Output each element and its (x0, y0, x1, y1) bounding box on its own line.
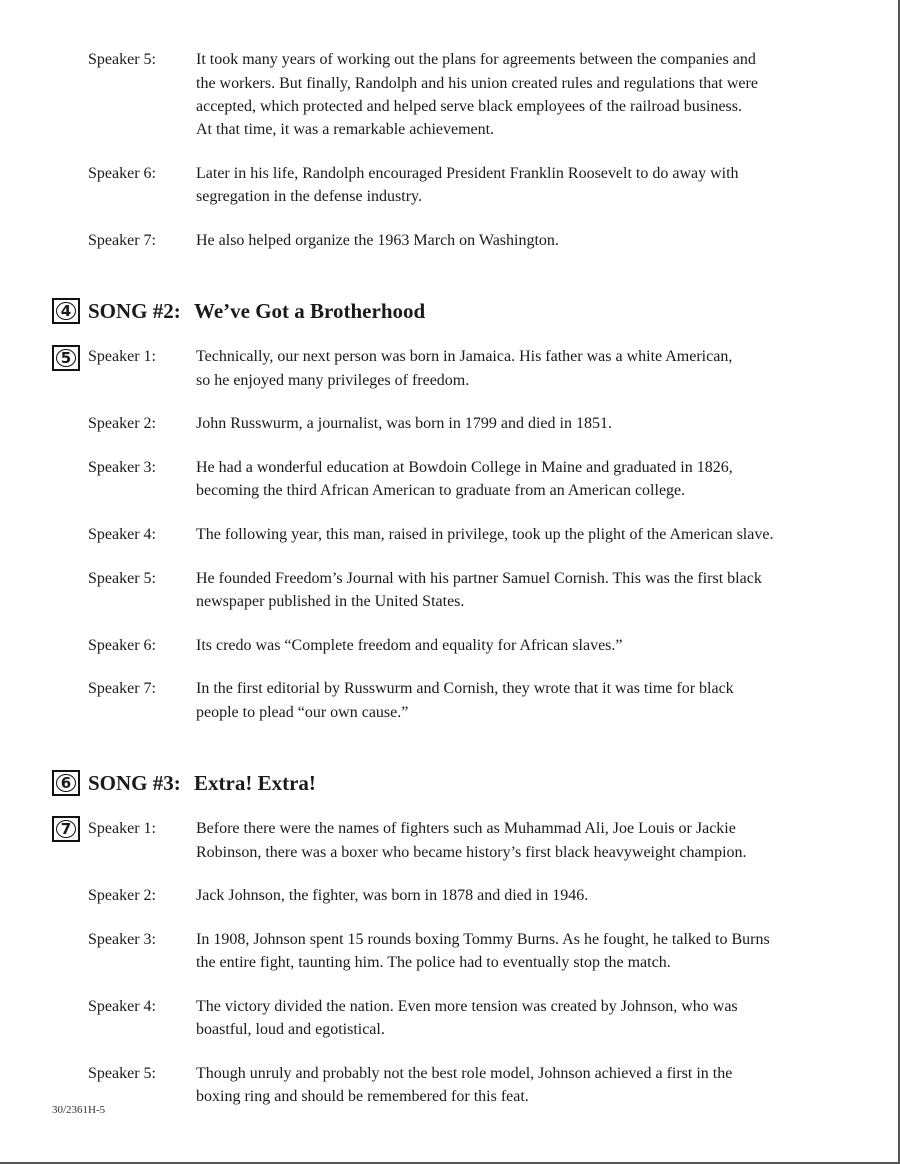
dialogue-text: Technically, our next person was born in Jamaica. His father was a white American, (196, 348, 733, 365)
dialogue-text: Later in his life, Randolph encouraged President Franklin Roosevelt to do away with (196, 165, 739, 182)
dialogue-line (88, 523, 773, 547)
speaker-label: Speaker 5: (88, 570, 156, 587)
speaker-label: Speaker 7: (88, 680, 156, 697)
cue-number-badge: 6 (52, 770, 80, 796)
dialogue-text: so he enjoyed many privileges of freedom. (196, 372, 470, 389)
dialogue-line (88, 928, 770, 952)
speaker-label: Speaker 7: (88, 232, 156, 249)
cue-marker (52, 345, 88, 371)
dialogue-text: At that time, it was a remarkable achievement. (196, 121, 495, 138)
cue-number-badge: 4 (52, 298, 80, 324)
dialogue-text: becoming the third African American to graduate from an American college. (196, 482, 686, 499)
dialogue-line (88, 345, 732, 369)
speaker-label: Speaker 6: (88, 165, 156, 182)
dialogue-line (88, 48, 756, 72)
dialogue-text: In the first editorial by Russwurm and Cornish, they wrote that it was time for black (196, 680, 734, 697)
dialogue-text: newspaper published in the United States. (196, 593, 465, 610)
speaker-label: Speaker 2: (88, 415, 156, 432)
dialogue-line (88, 229, 559, 253)
dialogue-text: He also helped organize the 1963 March on Washington. (196, 232, 559, 249)
song-heading (52, 297, 425, 325)
dialogue-text: Its credo was “Complete freedom and equality for African slaves.” (196, 637, 623, 654)
dialogue-line (88, 817, 736, 841)
dialogue-text: In 1908, Johnson spent 15 rounds boxing Tommy Burns. As he fought, he talked to Burns (196, 931, 770, 948)
song-title: Extra! Extra! (194, 770, 316, 795)
speaker-label: Speaker 1: (88, 348, 156, 365)
dialogue-text: The following year, this man, raised in privilege, took up the plight of the American slave. (196, 526, 774, 543)
speaker-label: Speaker 6: (88, 637, 156, 654)
dialogue-line (88, 1062, 732, 1086)
dialogue-text: boastful, loud and egotistical. (196, 1021, 385, 1038)
speaker-label: Speaker 3: (88, 459, 156, 476)
dialogue-text: segregation in the defense industry. (196, 188, 423, 205)
dialogue-text: He had a wonderful education at Bowdoin College in Maine and graduated in 1826, (196, 459, 733, 476)
song-heading (52, 769, 316, 797)
dialogue-text: people to plead “our own cause.” (196, 704, 409, 721)
cue-number-badge: 5 (52, 345, 80, 371)
dialogue-line (88, 162, 739, 186)
dialogue-text: Jack Johnson, the fighter, was born in 1878 and died in 1946. (196, 887, 589, 904)
speaker-label: Speaker 5: (88, 51, 156, 68)
dialogue-text: boxing ring and should be remembered for this feat. (196, 1088, 529, 1105)
speaker-label: Speaker 4: (88, 998, 156, 1015)
speaker-label: Speaker 4: (88, 526, 156, 543)
speaker-label: Speaker 1: (88, 820, 156, 837)
dialogue-text: It took many years of working out the plans for agreements between the companies and (196, 51, 756, 68)
cue-marker (52, 816, 88, 842)
dialogue-line (88, 677, 734, 701)
song-title: We’ve Got a Brotherhood (194, 298, 426, 323)
dialogue-text: Though unruly and probably not the best role model, Johnson achieved a first in the (196, 1065, 733, 1082)
speaker-label: Speaker 5: (88, 1065, 156, 1082)
dialogue-line (88, 634, 623, 658)
dialogue-line (88, 884, 588, 908)
catalog-code: 30/2361H-5 (52, 1104, 106, 1116)
dialogue-text: He founded Freedom’s Journal with his partner Samuel Cornish. This was the first black (196, 570, 762, 587)
dialogue-text: Robinson, there was a boxer who became history’s first black heavyweight champion. (196, 844, 747, 861)
dialogue-text: Before there were the names of fighters such as Muhammad Ali, Joe Louis or Jackie (196, 820, 736, 837)
dialogue-text: John Russwurm, a journalist, was born in 1799 and died in 1851. (196, 415, 612, 432)
speaker-label: Speaker 3: (88, 931, 156, 948)
speaker-label: Speaker 2: (88, 887, 156, 904)
dialogue-text: accepted, which protected and helped serve black employees of the railroad business. (196, 98, 743, 115)
dialogue-line (88, 995, 738, 1019)
dialogue-line (88, 412, 612, 436)
dialogue-text: The victory divided the nation. Even more tension was created by Johnson, who was (196, 998, 738, 1015)
dialogue-text: the entire fight, taunting him. The police had to eventually stop the match. (196, 954, 671, 971)
dialogue-text: the workers. But finally, Randolph and his union created rules and regulations that were (196, 75, 758, 92)
song-label: SONG #3: (88, 770, 181, 795)
song-label: SONG #2: (88, 298, 181, 323)
dialogue-line (88, 567, 762, 591)
cue-number-badge: 7 (52, 816, 80, 842)
dialogue-line (88, 456, 733, 480)
